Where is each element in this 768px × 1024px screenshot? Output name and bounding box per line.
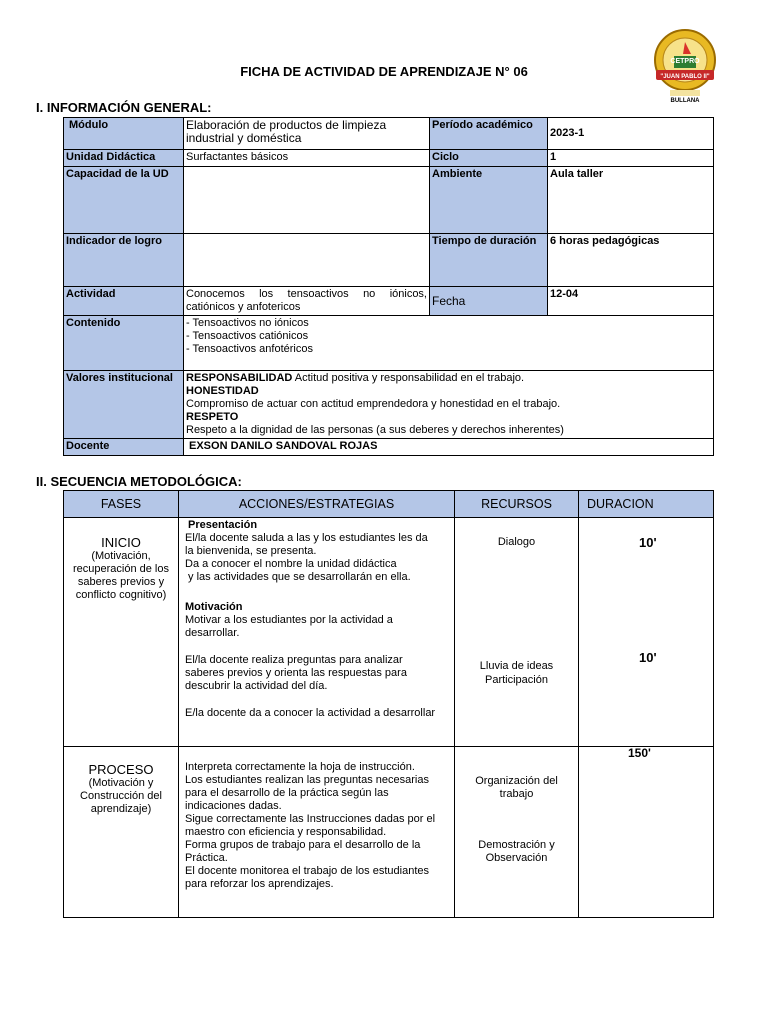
modulo-value: Elaboración de productos de limpieza industrial y doméstica xyxy=(184,118,430,150)
fase-proceso xyxy=(64,747,179,918)
fase-description: (Motivación y Construcción del aprendizaje) xyxy=(80,777,162,815)
info-table xyxy=(63,117,714,456)
action-line: Motivar a los estudiantes por la actividad a xyxy=(185,614,393,626)
contenido-item: - Tensoactivos catiónicos xyxy=(186,330,309,342)
action-line: El/la docente saluda a las y los estudiantes les da xyxy=(185,532,428,544)
logo-text: CETPRO xyxy=(670,58,700,65)
docente-label: Docente xyxy=(64,439,184,456)
action-line: El docente monitorea el trabajo de los estudiantes xyxy=(185,865,429,877)
recurso-item: Dialogo xyxy=(497,536,536,548)
action-line: Interpreta correctamente la hoja de instrucción. xyxy=(185,761,415,773)
valor-text: Compromiso de actuar con actitud emprendedora y honestidad en el trabajo. xyxy=(186,398,561,410)
recursos-proceso xyxy=(455,747,579,918)
valor-name: RESPONSABILIDAD xyxy=(186,372,293,384)
action-line: y las actividades que se desarrollarán en ella. xyxy=(185,571,411,583)
action-line: maestro con eficiencia y responsabilidad. xyxy=(185,826,387,838)
institution-logo xyxy=(650,28,720,104)
action-line: Da a conocer el nombre la unidad didáctica xyxy=(185,558,397,570)
col-acciones-header: ACCIONES/ESTRATEGIAS xyxy=(179,491,455,518)
capacidad-label: Capacidad de la UD xyxy=(64,167,184,234)
fecha-value: 12-04 xyxy=(548,287,714,316)
action-line: Práctica. xyxy=(185,852,228,864)
valores-list xyxy=(184,371,714,439)
ciclo-label: Ciclo xyxy=(430,150,548,167)
contenido-label: Contenido xyxy=(64,316,184,371)
valores-label: Valores institucional xyxy=(64,371,184,439)
tiempo-label: Tiempo de duración xyxy=(430,234,548,287)
duration-value: 150' xyxy=(628,746,651,760)
action-line: Sigue correctamente las Instrucciones dadas por el xyxy=(185,813,436,825)
presentacion-title: Presentación xyxy=(188,519,258,531)
recurso-item: Demostración y Observación xyxy=(478,839,555,864)
valor-text: Respeto a la dignidad de las personas (a sus deberes y derechos inherentes) xyxy=(186,424,564,436)
fecha-label: Fecha xyxy=(430,287,548,316)
contenido-item: - Tensoactivos no iónicos xyxy=(186,317,309,329)
modulo-label: Módulo xyxy=(64,118,184,150)
actividad-label: Actividad xyxy=(64,287,184,316)
recursos-inicio xyxy=(455,518,579,747)
valor-name: RESPETO xyxy=(186,411,239,423)
fase-title: INICIO xyxy=(101,535,141,550)
indicador-value xyxy=(184,234,430,287)
logo-banner: "JUAN PABLO II" xyxy=(660,74,710,80)
actividad-value: Conocemos los tensoactivos no iónicos, catiónicos y anfotericos xyxy=(184,287,430,316)
section-1-heading: I. INFORMACIÓN GENERAL: xyxy=(36,100,212,115)
contenido-list xyxy=(184,316,714,371)
capacidad-value xyxy=(184,167,430,234)
contenido-item: - Tensoactivos anfotéricos xyxy=(186,343,313,355)
ambiente-value: Aula taller xyxy=(548,167,714,234)
document-title: FICHA DE ACTIVIDAD DE APRENDIZAJE N° 06 xyxy=(240,64,528,79)
col-fases-header: FASES xyxy=(64,491,179,518)
motivacion-title: Motivación xyxy=(185,601,243,613)
action-line: indicaciones dadas. xyxy=(185,800,282,812)
tiempo-value: 6 horas pedagógicas xyxy=(548,234,714,287)
section-2-heading: II. SECUENCIA METODOLÓGICA: xyxy=(36,474,242,489)
fase-description: (Motivación, recuperación de los saberes previos y conflicto cognitivo) xyxy=(72,550,169,601)
recurso-item: Organización del trabajo xyxy=(475,775,558,800)
action-line: para el desarrollo de la práctica según las xyxy=(185,787,389,799)
periodo-label: Período académico xyxy=(430,118,548,150)
action-line: la bienvenida, se presenta. xyxy=(185,545,317,557)
acciones-inicio xyxy=(179,518,455,747)
duration-value: 10' xyxy=(639,535,657,550)
ambiente-label: Ambiente xyxy=(430,167,548,234)
valor-name: HONESTIDAD xyxy=(186,385,259,397)
logo-seal-icon xyxy=(650,28,720,104)
unidad-value: Surfactantes básicos xyxy=(184,150,430,167)
acciones-proceso xyxy=(179,747,455,918)
recurso-item: Participación xyxy=(485,674,548,686)
col-recursos-header: RECURSOS xyxy=(455,491,579,518)
action-line: Los estudiantes realizan las preguntas necesarias xyxy=(185,774,429,786)
periodo-value: 2023-1 xyxy=(548,118,714,150)
col-duracion-header: DURACION xyxy=(579,491,714,518)
fase-inicio xyxy=(64,518,179,747)
methodology-table xyxy=(63,490,714,918)
action-line: saberes previos y orienta las respuestas para xyxy=(185,667,407,679)
action-line: Forma grupos de trabajo para el desarrollo de la xyxy=(185,839,421,851)
action-line: para reforzar los aprendizajes. xyxy=(185,878,334,890)
duracion-proceso xyxy=(579,747,714,918)
action-line: E/la docente da a conocer la actividad a desarrollar xyxy=(185,707,436,719)
action-line: descubrir la actividad del día. xyxy=(185,680,328,692)
logo-place: BULLANA xyxy=(670,98,700,104)
ciclo-value: 1 xyxy=(548,150,714,167)
action-line: desarrollar. xyxy=(185,627,240,639)
duration-value: 10' xyxy=(639,650,657,665)
fase-title: PROCESO xyxy=(88,762,154,777)
valor-text: Actitud positiva y responsabilidad en el trabajo. xyxy=(292,372,525,384)
indicador-label: Indicador de logro xyxy=(64,234,184,287)
action-line: El/la docente realiza preguntas para analizar xyxy=(185,654,403,666)
recurso-item: Lluvia de ideas xyxy=(479,660,554,672)
unidad-label: Unidad Didáctica xyxy=(64,150,184,167)
duracion-inicio xyxy=(579,518,714,747)
docente-value: EXSON DANILO SANDOVAL ROJAS xyxy=(184,439,714,456)
